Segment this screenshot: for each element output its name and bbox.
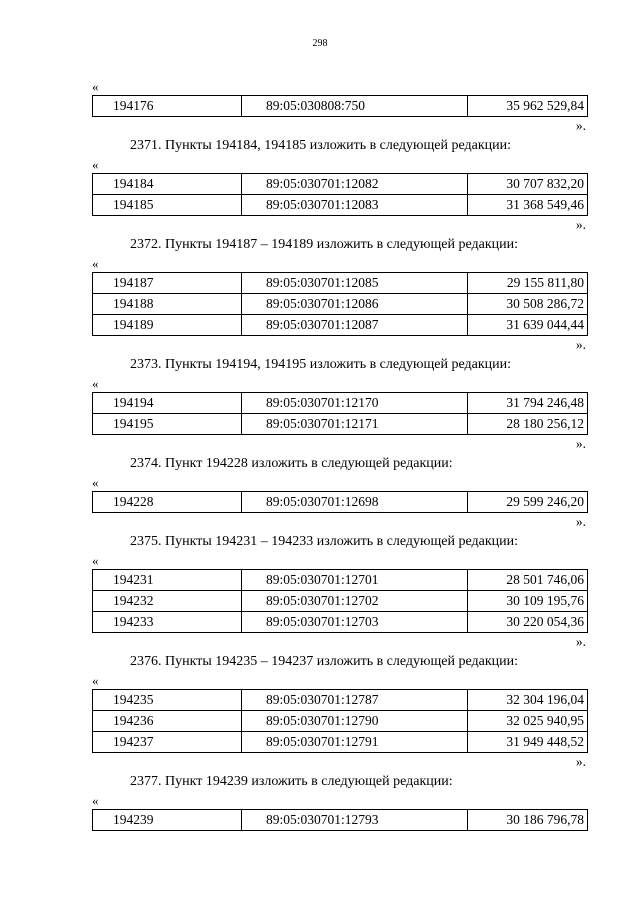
cadastral-number-cell: 89:05:030701:12787 (242, 690, 468, 711)
amendment-table (92, 491, 588, 513)
open-quote: « (92, 157, 99, 172)
amendment-table (92, 689, 588, 753)
cadastral-number-cell: 89:05:030701:12701 (242, 570, 468, 591)
open-quote: « (92, 79, 99, 94)
close-quote: ». (575, 754, 586, 769)
cadastral-number-cell: 89:05:030701:12171 (242, 414, 468, 435)
table-row (93, 591, 588, 612)
table-row (93, 294, 588, 315)
item-number-cell: 194184 (93, 174, 242, 195)
item-number-cell: 194231 (93, 570, 242, 591)
item-number-cell: 194232 (93, 591, 242, 612)
item-number-cell: 194176 (93, 96, 242, 117)
item-number-cell: 194236 (93, 711, 242, 732)
cadastral-number-cell: 89:05:030701:12087 (242, 315, 468, 336)
cadastral-number-cell: 89:05:030701:12793 (242, 810, 468, 831)
value-cell: 30 707 832,20 (468, 174, 588, 195)
close-quote: ». (575, 217, 586, 232)
value-cell: 30 220 054,36 (468, 612, 588, 633)
cadastral-number-cell: 89:05:030701:12791 (242, 732, 468, 753)
cadastral-number-cell: 89:05:030701:12702 (242, 591, 468, 612)
value-cell: 28 501 746,06 (468, 570, 588, 591)
close-quote: ». (575, 514, 586, 529)
amendment-instruction: 2375. Пункты 194231 – 194233 изложить в следующей редакции: (130, 534, 519, 549)
item-number-cell: 194239 (93, 810, 242, 831)
open-quote: « (92, 673, 99, 688)
amendment-table (92, 272, 588, 336)
document-body (92, 79, 588, 831)
close-quote: ». (575, 436, 586, 451)
value-cell: 31 794 246,48 (468, 393, 588, 414)
value-cell: 31 949 448,52 (468, 732, 588, 753)
open-quote: « (92, 553, 99, 568)
table-row (93, 810, 588, 831)
open-quote: « (92, 256, 99, 271)
cadastral-number-cell: 89:05:030701:12083 (242, 195, 468, 216)
table-row (93, 315, 588, 336)
value-cell: 31 639 044,44 (468, 315, 588, 336)
cadastral-number-cell: 89:05:030701:12790 (242, 711, 468, 732)
cadastral-number-cell: 89:05:030701:12698 (242, 492, 468, 513)
table-row (93, 414, 588, 435)
value-cell: 28 180 256,12 (468, 414, 588, 435)
table-row (93, 273, 588, 294)
amendment-table (92, 392, 588, 435)
item-number-cell: 194187 (93, 273, 242, 294)
table-row (93, 711, 588, 732)
value-cell: 31 368 549,46 (468, 195, 588, 216)
amendment-table (92, 95, 588, 117)
item-number-cell: 194185 (93, 195, 242, 216)
amendment-instruction: 2372. Пункты 194187 – 194189 изложить в следующей редакции: (130, 237, 519, 252)
open-quote: « (92, 793, 99, 808)
close-quote: ». (575, 118, 586, 133)
amendment-instruction: 2374. Пункт 194228 изложить в следующей редакции: (130, 456, 453, 471)
value-cell: 30 508 286,72 (468, 294, 588, 315)
value-cell: 35 962 529,84 (468, 96, 588, 117)
cadastral-number-cell: 89:05:030701:12082 (242, 174, 468, 195)
item-number-cell: 194188 (93, 294, 242, 315)
cadastral-number-cell: 89:05:030701:12703 (242, 612, 468, 633)
cadastral-number-cell: 89:05:030701:12086 (242, 294, 468, 315)
item-number-cell: 194228 (93, 492, 242, 513)
amendment-instruction: 2373. Пункты 194194, 194195 изложить в следующей редакции: (130, 357, 512, 372)
table-row (93, 570, 588, 591)
value-cell: 30 109 195,76 (468, 591, 588, 612)
item-number-cell: 194194 (93, 393, 242, 414)
table-row (93, 732, 588, 753)
item-number-cell: 194189 (93, 315, 242, 336)
item-number-cell: 194195 (93, 414, 242, 435)
value-cell: 29 155 811,80 (468, 273, 588, 294)
open-quote: « (92, 475, 99, 490)
value-cell: 29 599 246,20 (468, 492, 588, 513)
amendment-instruction: 2371. Пункты 194184, 194185 изложить в следующей редакции: (130, 138, 512, 153)
cadastral-number-cell: 89:05:030808:750 (242, 96, 468, 117)
value-cell: 32 025 940,95 (468, 711, 588, 732)
cadastral-number-cell: 89:05:030701:12085 (242, 273, 468, 294)
item-number-cell: 194233 (93, 612, 242, 633)
close-quote: ». (575, 337, 586, 352)
amendment-table (92, 173, 588, 216)
item-number-cell: 194235 (93, 690, 242, 711)
value-cell: 32 304 196,04 (468, 690, 588, 711)
item-number-cell: 194237 (93, 732, 242, 753)
amendment-table (92, 809, 588, 831)
amendment-instruction: 2376. Пункты 194235 – 194237 изложить в следующей редакции: (130, 654, 519, 669)
page-number: 298 (312, 38, 328, 49)
table-row (93, 174, 588, 195)
table-row (93, 492, 588, 513)
table-row (93, 393, 588, 414)
table-row (93, 195, 588, 216)
close-quote: ». (575, 634, 586, 649)
amendment-table (92, 569, 588, 633)
open-quote: « (92, 376, 99, 391)
table-row (93, 96, 588, 117)
table-row (93, 612, 588, 633)
cadastral-number-cell: 89:05:030701:12170 (242, 393, 468, 414)
amendment-instruction: 2377. Пункт 194239 изложить в следующей редакции: (130, 774, 453, 789)
value-cell: 30 186 796,78 (468, 810, 588, 831)
table-row (93, 690, 588, 711)
